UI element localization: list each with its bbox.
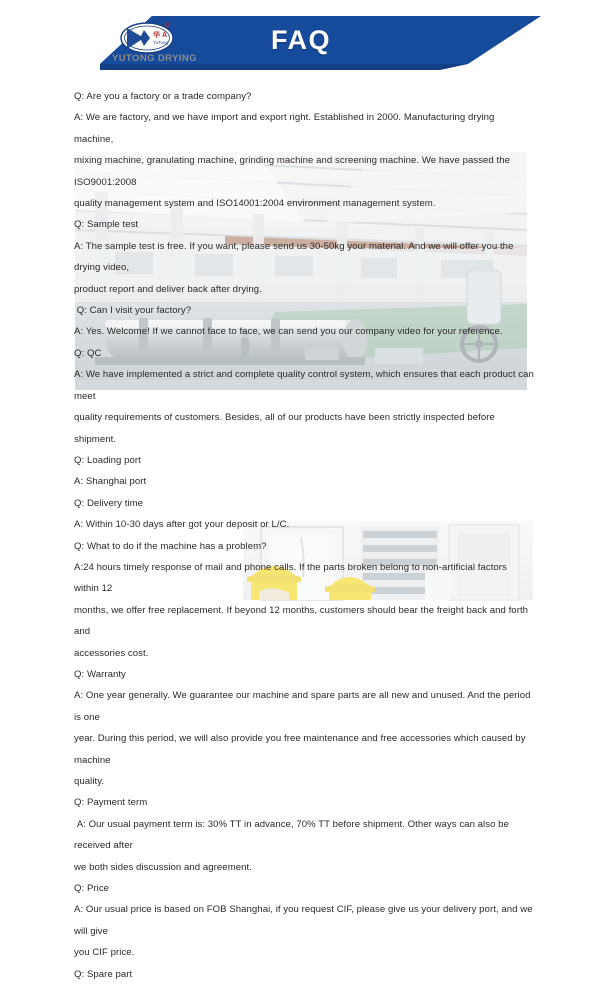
faq-question-line: Q: Delivery time bbox=[74, 497, 144, 509]
faq-question-line: Q: QC bbox=[74, 347, 102, 359]
svg-text:YuTong: YuTong bbox=[153, 40, 169, 45]
faq-answer-line: A:24 hours timely response of mail and phone calls. If the parts broken belong to non-artificial factors within 12 bbox=[74, 561, 510, 595]
faq-question-line: Q: Can I visit your factory? bbox=[74, 305, 192, 317]
yutong-logo-icon bbox=[120, 22, 174, 54]
faq-answer-line: A: The sample test is free. If you want, please send us 30-50kg your material. And we will offer you the drying video, bbox=[74, 240, 517, 274]
brand-logo bbox=[112, 20, 196, 68]
faq-answer-line: A: One year generally. We guarantee our machine and spare parts are all new and unused. And the period is one bbox=[74, 690, 534, 723]
faq-answer-line: A: Within 10-30 days after got your deposit or L/C. bbox=[74, 519, 290, 531]
faq-answer-line: quality. bbox=[74, 776, 105, 787]
faq-answer-line: A: Our usual price is based on FOB Shanghai, if you request CIF, please give us your delivery port, and we will give bbox=[74, 904, 536, 937]
faq-answer-line: product report and deliver back after drying. bbox=[74, 283, 262, 295]
faq-question-line: Q: Spare part bbox=[74, 968, 133, 980]
faq-answer-line: year. During this period, we will also provide you free maintenance and free accessories which caused by machine bbox=[74, 733, 529, 766]
faq-answer-line: A: Our usual payment term is: 30% TT in advance, 70% TT before shipment. Other ways can also be received after bbox=[74, 818, 512, 852]
svg-text:R: R bbox=[165, 23, 168, 27]
faq-question-line: Q: Payment term bbox=[74, 797, 148, 809]
page-title: FAQ bbox=[270, 25, 331, 55]
faq-question-line: Q: Sample test bbox=[74, 219, 139, 231]
faq-answer-line: A: Yes. Welcome! If we cannot face to face, we can send you our company video for your reference. bbox=[74, 326, 503, 338]
faq-answer-line: quality requirements of customers. Besides, all of our products have been strictly inspected before shipment. bbox=[74, 412, 498, 445]
faq-question-line: Q: Warranty bbox=[74, 668, 126, 680]
faq-answer-line: we both sides discussion and agreement. bbox=[74, 861, 252, 873]
faq-answer-line: A: We are factory, and we have import and export right. Established in 2000. Manufacturing drying machine, bbox=[74, 112, 498, 145]
faq-answer-line: months, we offer free replacement. If beyond 12 months, customers should bear the freight back and forth and bbox=[74, 604, 531, 638]
faq-answer-line: mixing machine, granulating machine, grinding machine and screening machine. We have passed the ISO9001:2008 bbox=[74, 155, 513, 188]
header-banner bbox=[0, 16, 600, 70]
faq-question-line: Q: Are you a factory or a trade company? bbox=[74, 91, 252, 102]
faq-question-line: Q: What to do if the machine has a problem? bbox=[74, 540, 267, 552]
faq-answer-line: you CIF price. bbox=[74, 947, 135, 959]
svg-text:华 À: 华 À bbox=[153, 32, 167, 39]
faq-question-line: Q: Price bbox=[74, 883, 110, 895]
faq-text-body bbox=[74, 86, 537, 985]
faq-answer-line: A: We have implemented a strict and complete quality control system, which ensures that each product can meet bbox=[74, 369, 537, 402]
faq-answer-line: accessories cost. bbox=[74, 647, 149, 659]
faq-answer-line: A: Shanghai port bbox=[74, 476, 147, 488]
faq-question-line: Q: Loading port bbox=[74, 454, 141, 466]
brand-wordmark: YUTONG DRYING bbox=[112, 53, 197, 64]
faq-answer-line: quality management system and ISO14001:2004 environment management system. bbox=[74, 198, 436, 210]
